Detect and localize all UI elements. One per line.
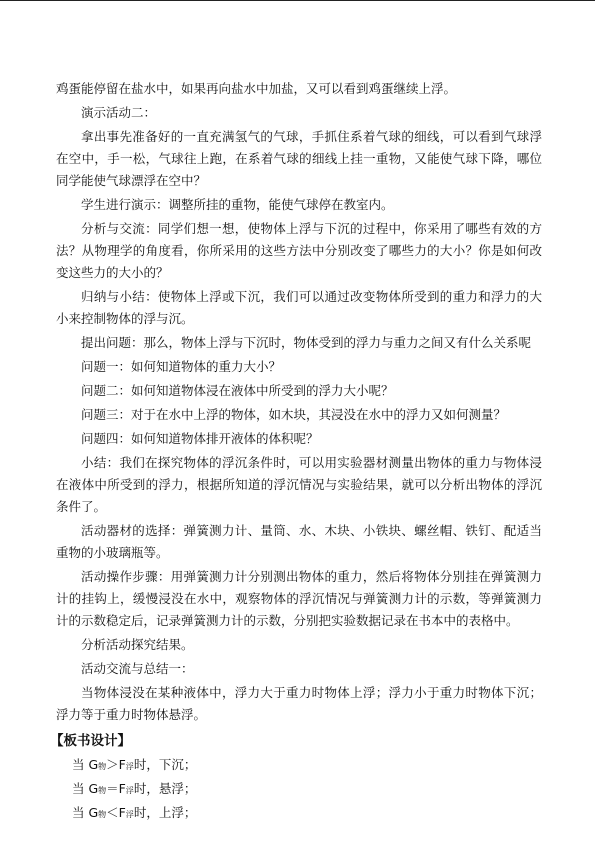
question-item: 问题三：对于在水中上浮的物体，如木块，其浸没在水中的浮力又如何测量？ (81, 407, 507, 422)
paragraph: 演示活动二： (81, 105, 157, 120)
paragraph: 归纳与小结：使物体上浮或下沉，我们可以通过改变物体所受到的重力和浮力的大小来控制物体的浮与沉。 (56, 289, 542, 326)
formula-line-suspend: 当 G物＝F浮时，悬浮； (72, 781, 197, 796)
formula-line-sink: 当 G物＞F浮时，下沉； (72, 757, 197, 772)
paragraph: 分析与交流：同学们想一想，使物体上浮与下沉的过程中，你采用了哪些有效的方法？从物理学的角度看，你所采用的这些方法中分别改变了哪些力的大小？你是如何改变这些力的大小的？ (56, 221, 542, 280)
paragraph: 活动交流与总结一： (81, 661, 194, 676)
paragraph: 小结：我们在探究物体的浮沉条件时，可以用实验器材测量出物体的重力与物体浸在液体中所受到的浮力，根据所知道的浮沉情况与实验结果，就可以分析出物体的浮沉条件了。 (56, 455, 542, 514)
paragraph: 鸡蛋能停留在盐水中，如果再向盐水中加盐，又可以看到鸡蛋继续上浮。 (56, 81, 457, 96)
paragraph: 活动器材的选择：弹簧测力计、量筒、水、木块、小铁块、螺丝帽、铁钉、配适当重物的小玻璃瓶等。 (56, 523, 542, 560)
paragraph: 分析活动探究结果。 (81, 637, 194, 652)
formula-line-float: 当 G物＜F浮时，上浮； (72, 805, 197, 820)
paragraph: 当物体浸没在某种液体中，浮力大于重力时物体上浮；浮力小于重力时物体下沉；浮力等于重力时物体悬浮。 (56, 685, 542, 722)
question-item: 问题四：如何知道物体排开液体的体积呢？ (81, 431, 319, 446)
section-heading-board-design: 【板书设计】 (50, 733, 131, 749)
page-top-border (0, 0, 595, 1)
paragraph: 提出问题：那么，物体上浮与下沉时，物体受到的浮力与重力之间又有什么关系呢 (81, 335, 532, 350)
paragraph: 活动操作步骤：用弹簧测力计分别测出物体的重力，然后将物体分别挂在弹簧测力计的挂钩上，缓慢浸没在水中，观察物体的浮沉情况与弹簧测力计的示数，等弹簧测力计的示数稳定后，记录弹簧测力计的示数，分别把实验数据记录在书本中的表格中。 (56, 569, 542, 628)
question-item: 问题一：如何知道物体的重力大小？ (81, 359, 282, 374)
document-body (50, 78, 542, 826)
question-item: 问题二：如何知道物体浸在液体中所受到的浮力大小呢？ (81, 383, 394, 398)
paragraph: 拿出事先准备好的一直充满氢气的气球，手抓住系着气球的细线，可以看到气球浮在空中，手一松，气球往上跑，在系着气球的细线上挂一重物，又能使气球下降，哪位同学能使气球漂浮在空中？ (56, 129, 542, 188)
paragraph: 学生进行演示：调整所挂的重物，能使气球停在教室内。 (81, 197, 394, 212)
